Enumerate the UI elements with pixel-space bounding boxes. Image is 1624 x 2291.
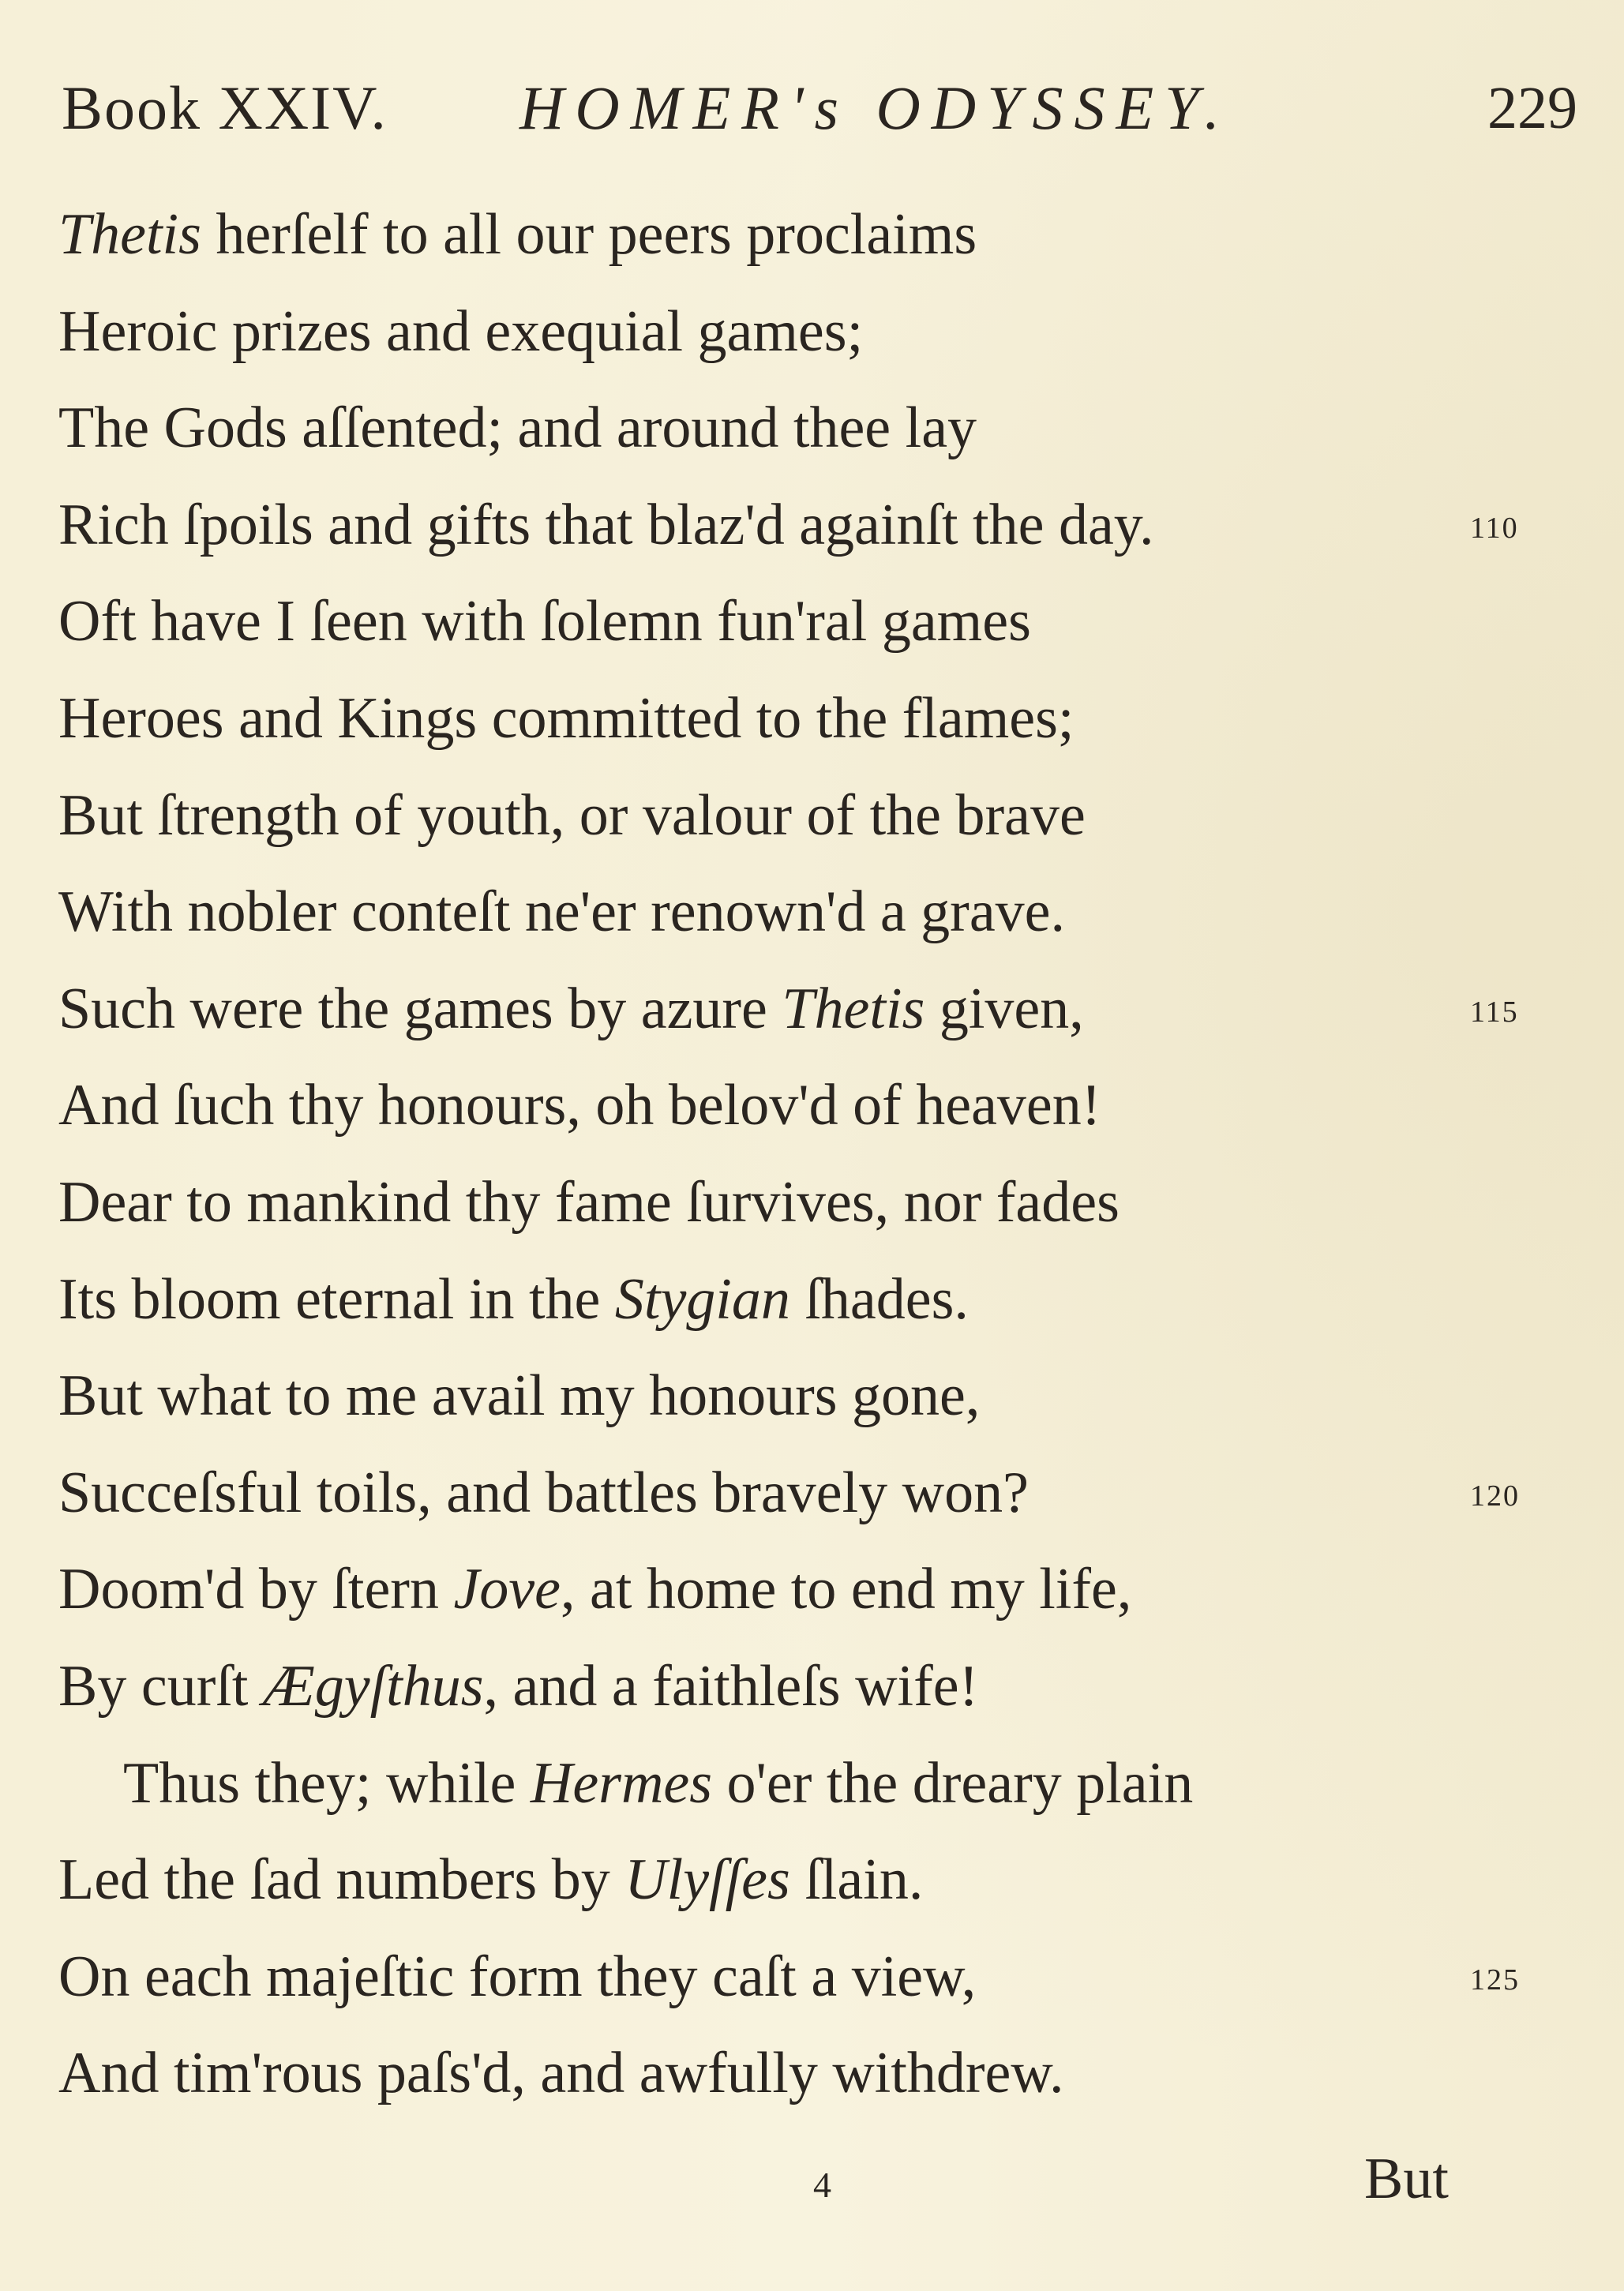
verse-line-text <box>58 299 863 364</box>
verse-text-segment: Dear to mankind thy fame ſurvives, nor fades <box>58 1169 1120 1235</box>
verse-line-text <box>58 1460 1029 1525</box>
verse-text-segment: And ſuch thy honours, oh belov'd of heaven! <box>58 1073 1101 1138</box>
verse-line <box>58 1638 1558 1735</box>
line-number: 115 <box>1470 995 1519 1029</box>
verse-text-segment: The Gods aſſented; and around thee lay <box>58 396 977 461</box>
catchword: But <box>1364 2147 1449 2211</box>
verse-text-segment: Such were the games by azure <box>58 976 782 1041</box>
verse-line <box>58 1929 1558 2026</box>
italic-name: Hermes <box>530 1750 713 1816</box>
verse-line-text <box>58 686 1074 751</box>
verse-line <box>58 2025 1558 2122</box>
verse-text-segment: By curſt <box>58 1653 263 1719</box>
verse-text-segment: And tim'rous paſs'd, and awfully withdrew. <box>58 2041 1064 2106</box>
verse-line-text <box>58 977 1084 1041</box>
line-number: 125 <box>1470 1963 1520 1997</box>
verse-text-segment: , at home to end my life, <box>561 1557 1132 1622</box>
verse-line <box>58 1348 1558 1445</box>
verse-line-text <box>58 1170 1120 1235</box>
verse-line-text <box>58 879 1065 944</box>
verse-text-segment: Thus they; while <box>123 1750 531 1816</box>
verse-line-text <box>58 783 1086 848</box>
verse-line <box>58 1057 1558 1154</box>
verse-text-segment: Doom'd by ſtern <box>58 1557 454 1622</box>
running-head <box>62 65 1577 152</box>
line-number: 120 <box>1470 1479 1520 1513</box>
verse-text-segment: Succeſsful toils, and battles bravely won? <box>58 1460 1029 1525</box>
verse-line <box>58 477 1558 574</box>
verse-text-segment: herſelf to all our peers proclaims <box>201 202 977 267</box>
page-footer <box>0 2135 1624 2222</box>
verse-text-segment: , and a faithleſs wife! <box>483 1653 979 1719</box>
verse-line <box>58 961 1558 1058</box>
verse-text-segment: o'er the dreary plain <box>712 1750 1194 1816</box>
verse-line-text <box>58 1363 980 1428</box>
verse-line <box>58 1832 1558 1929</box>
verse-line <box>58 380 1558 477</box>
italic-name: Thetis <box>782 976 925 1041</box>
running-head-book: Book XXIV. <box>62 73 388 142</box>
verse-line-text <box>58 1073 1101 1138</box>
verse-line <box>58 864 1558 961</box>
line-number: 110 <box>1470 511 1519 545</box>
verse-text-segment: Its bloom eternal in the <box>58 1266 615 1332</box>
verse-line <box>58 1154 1558 1251</box>
verse-line-text <box>58 396 977 460</box>
verse-text-segment: ſhades. <box>789 1266 969 1332</box>
verse-line <box>58 186 1558 283</box>
verse-line-text <box>58 589 1031 654</box>
verse-line-text <box>58 2041 1064 2105</box>
verse-text-segment: Heroes and Kings committed to the flames; <box>58 685 1075 751</box>
verse-text-segment: But ſtrength of youth, or valour of the brave <box>58 782 1086 848</box>
verse-text-segment: Oft have I ſeen with ſolemn fun'ral games <box>58 589 1031 654</box>
page-number: 229 <box>1487 75 1577 141</box>
signature-mark: 4 <box>813 2165 831 2205</box>
italic-name: Ulyſſes <box>624 1847 790 1913</box>
verse-line-text <box>58 1267 969 1332</box>
verse-line <box>58 1251 1558 1348</box>
italic-name: Stygian <box>614 1266 790 1332</box>
verse-text-segment: But what to me avail my honours gone, <box>58 1363 981 1429</box>
verse-line-text <box>58 202 977 267</box>
verse-line-text <box>58 1557 1131 1622</box>
verse-line-text <box>58 1654 978 1719</box>
verse-line <box>58 1735 1558 1832</box>
verse-line <box>58 767 1558 864</box>
italic-name: Ægyſthus <box>262 1653 484 1719</box>
verse-line-text <box>58 1751 1193 1816</box>
verse-text-segment: Heroic prizes and exequial games; <box>58 298 864 364</box>
italic-name: Thetis <box>58 202 201 267</box>
verse-line <box>58 573 1558 670</box>
verse-line <box>58 1445 1558 1542</box>
verse-block <box>58 186 1558 2122</box>
verse-text-segment: Rich ſpoils and gifts that blaz'd againſt the day. <box>58 492 1154 557</box>
verse-text-segment: Led the ſad numbers by <box>58 1847 625 1913</box>
verse-text-segment: On each majeſtic form they caſt a view, <box>58 1944 977 2009</box>
verse-line-text <box>58 493 1154 557</box>
italic-name: Jove <box>453 1557 561 1622</box>
verse-line <box>58 670 1558 767</box>
running-head-title: HOMER's ODYSSEY. <box>519 73 1231 142</box>
verse-line-text <box>58 1847 923 1912</box>
verse-text-segment: given, <box>925 976 1084 1041</box>
verse-text-segment: With nobler conteſt ne'er renown'd a grave. <box>58 879 1066 945</box>
verse-text-segment: ſlain. <box>789 1847 924 1913</box>
verse-line <box>58 1541 1558 1638</box>
verse-line <box>58 283 1558 381</box>
verse-line-text <box>58 1944 976 2009</box>
